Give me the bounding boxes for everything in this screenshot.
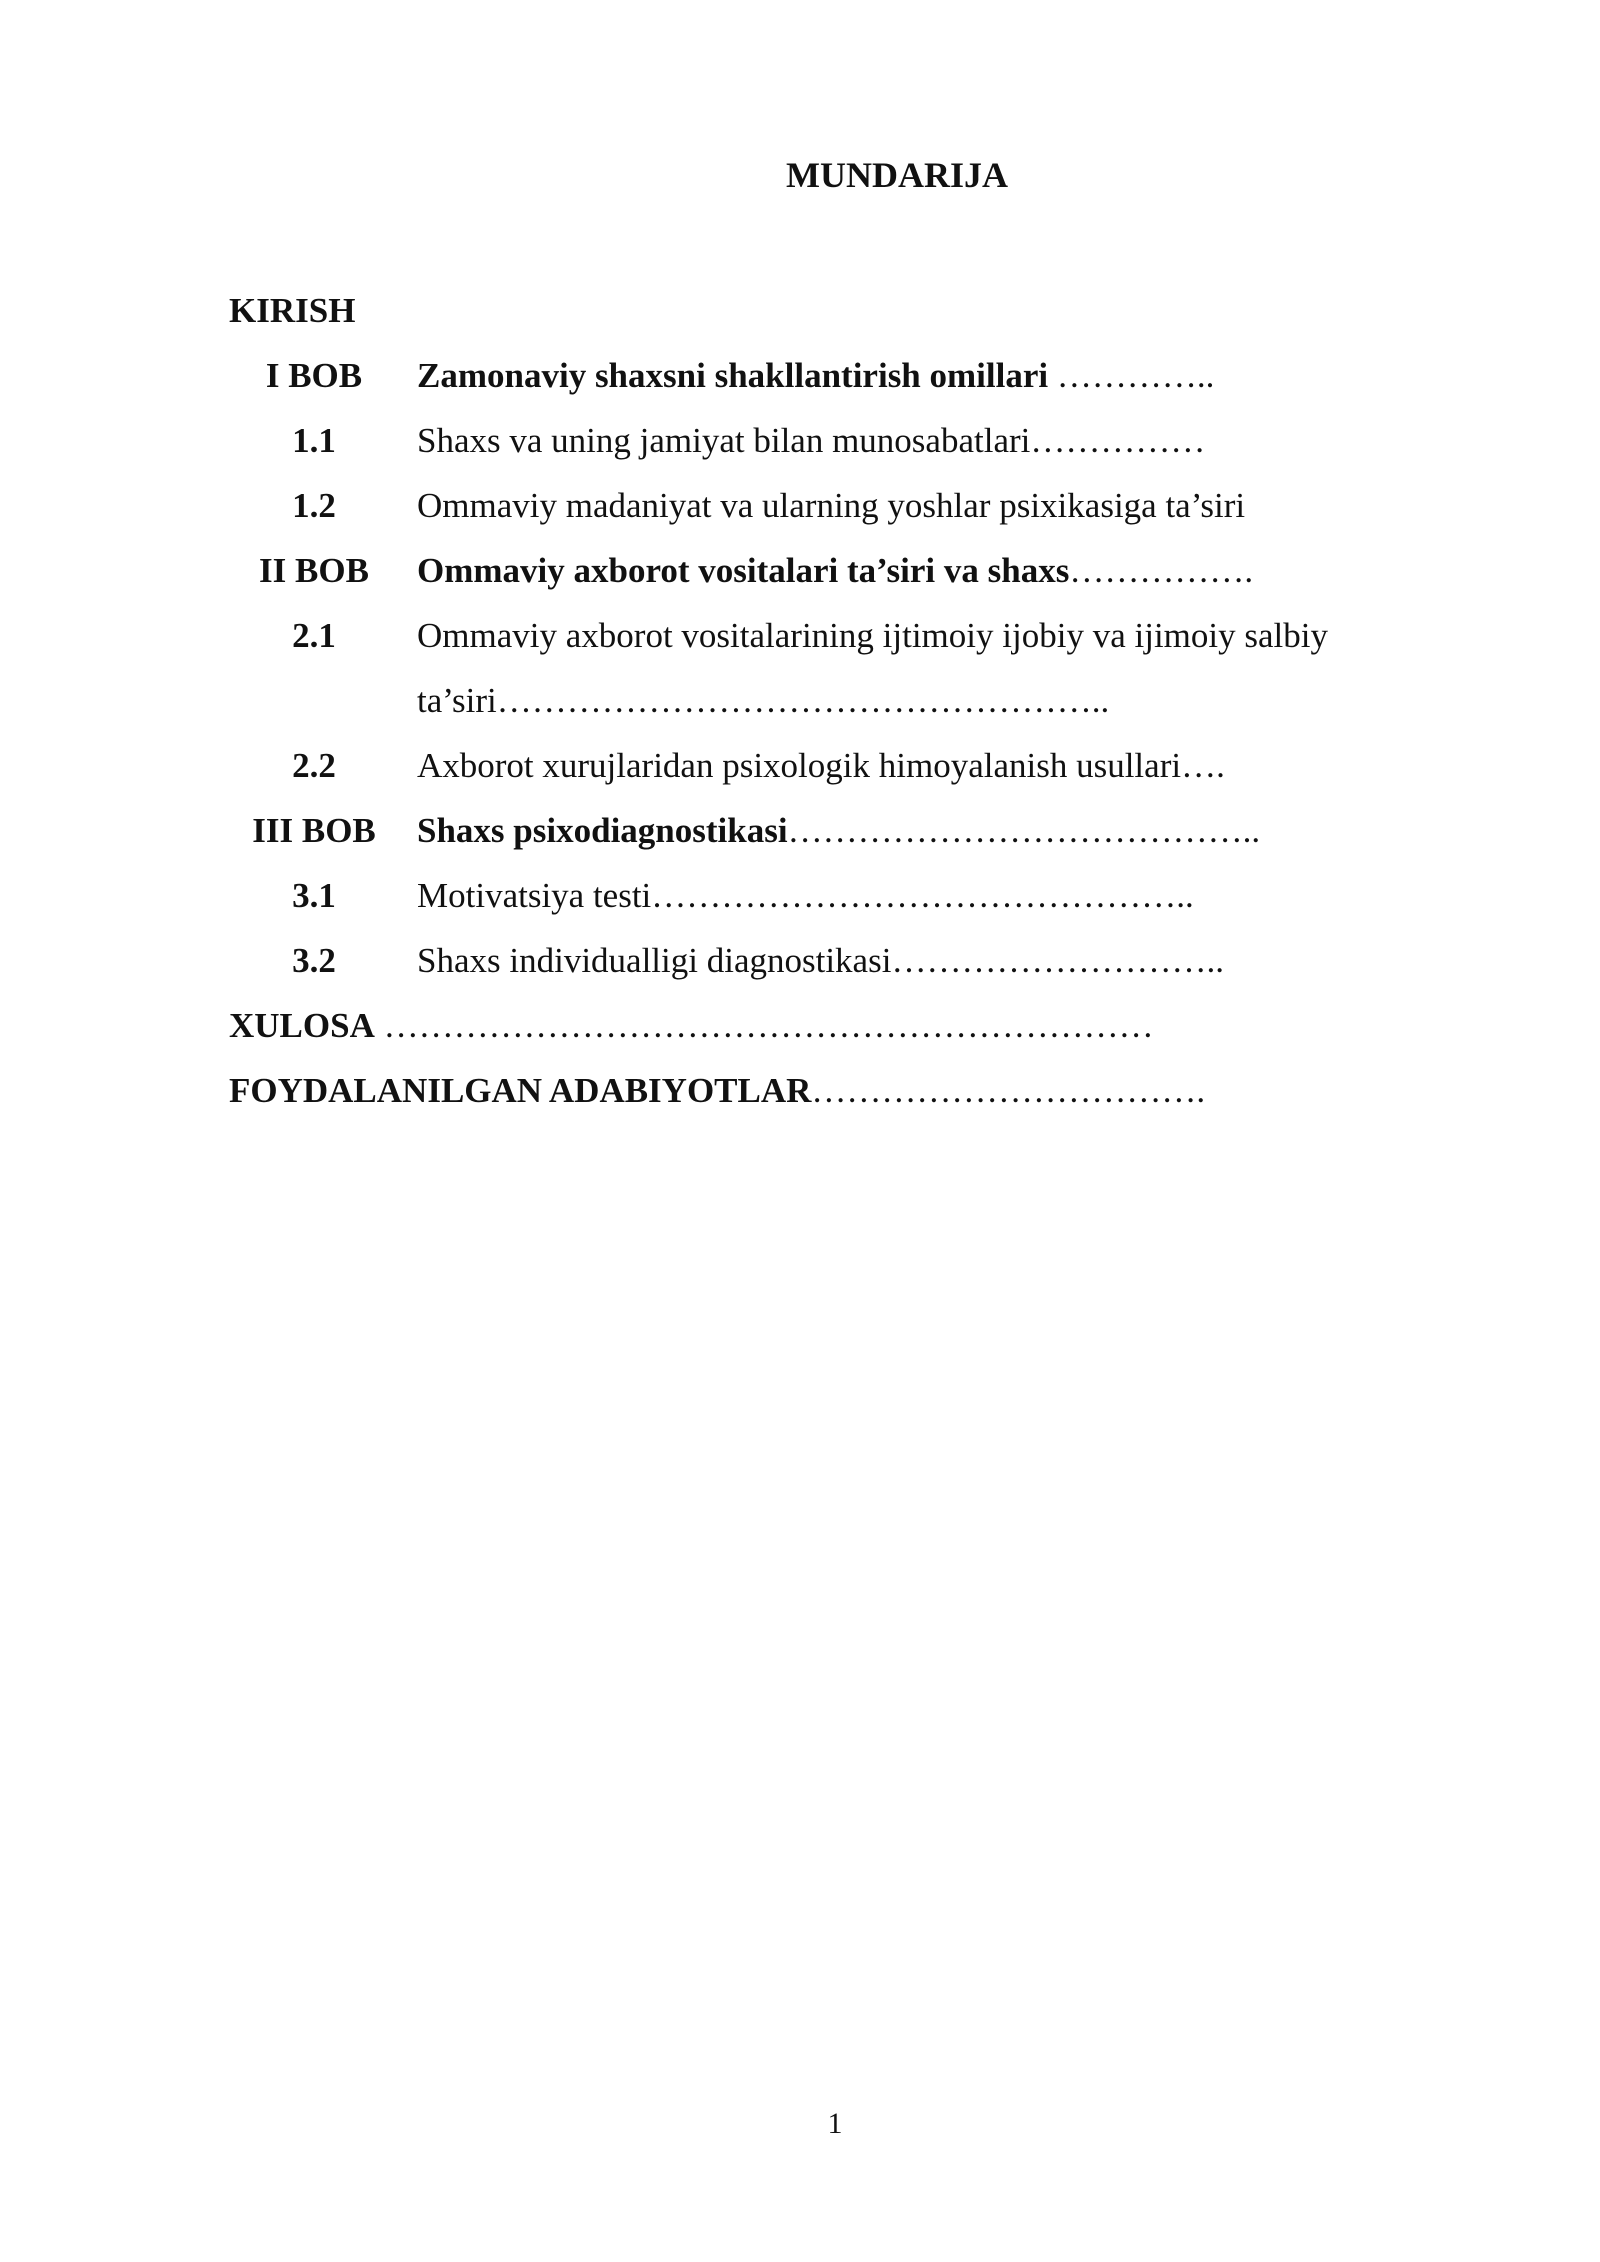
toc-entry-title xyxy=(417,733,1317,798)
toc-entry-title xyxy=(417,798,1317,863)
page-number: 1 xyxy=(827,2107,843,2140)
toc-leader-dots: …………… xyxy=(1030,421,1206,460)
toc-entry-section-2-2[interactable] xyxy=(229,733,1329,798)
toc-entry-title xyxy=(417,928,1317,993)
toc-entry-title-text: Motivatsiya testi xyxy=(417,876,652,915)
toc-leader-dots: ………………………………….. xyxy=(787,811,1261,850)
toc-adabiyotlar-label: FOYDALANILGAN ADABIYOTLAR xyxy=(229,1071,812,1110)
toc-entry-title-text: Zamonaviy shaxsni shakllantirish omillari xyxy=(417,356,1049,395)
toc-entry-number: 3.2 xyxy=(292,941,336,980)
toc-entry-section-1-2[interactable] xyxy=(229,473,1329,538)
toc-leader-dots: ………….. xyxy=(1048,356,1215,395)
toc-kirish-label: KIRISH xyxy=(229,291,356,330)
toc-leader-dots: ……………………………………….. xyxy=(651,876,1194,915)
toc-entry-chapter-3[interactable] xyxy=(229,798,1329,863)
toc-entry-adabiyotlar[interactable] xyxy=(229,1058,1329,1123)
toc-entry-title-text: Shaxs individualligi diagnostikasi xyxy=(417,941,892,980)
toc-leader-dots: ………………………………………………………… xyxy=(374,1006,1154,1045)
toc-entry-number: III BOB xyxy=(252,811,376,850)
toc-leader-dots: ……………………………. xyxy=(811,1071,1206,1110)
toc-entry-title xyxy=(417,538,1317,603)
toc-entry-chapter-2[interactable] xyxy=(229,538,1329,603)
toc-xulosa-title xyxy=(229,993,1154,1058)
toc-entry-title-text: Axborot xurujlaridan psixologik himoyalanish usullari xyxy=(417,746,1182,785)
toc-entry-number: 1.2 xyxy=(292,486,336,525)
toc-entry-number: 1.1 xyxy=(292,421,336,460)
toc-entry-title-text: Ommaviy axborot vositalari ta’siri va shaxs xyxy=(417,551,1070,590)
toc-entry-number: II BOB xyxy=(259,551,369,590)
toc-entry-title-text: Ommaviy madaniyat va ularning yoshlar psixikasiga ta’siri xyxy=(417,486,1246,525)
toc-entry-title xyxy=(417,408,1317,473)
toc-entry-number: 3.1 xyxy=(292,876,336,915)
toc-entry-title-text: Ommaviy axborot vositalarining ijtimoiy ijobiy va ijimoiy salbiy ta’siri xyxy=(417,616,1328,720)
toc-entry-title xyxy=(417,603,1328,733)
toc-entry-title xyxy=(417,863,1317,928)
toc-entry-title xyxy=(417,343,1317,408)
toc-entry-section-2-1[interactable] xyxy=(229,603,1329,733)
toc-xulosa-label: XULOSA xyxy=(229,1006,375,1045)
toc-entry-kirish[interactable] xyxy=(229,278,1329,343)
toc-leader-dots: ……………………….. xyxy=(891,941,1224,980)
toc-leader-dots: …. xyxy=(1181,746,1225,785)
toc-entry-section-3-2[interactable] xyxy=(229,928,1329,993)
toc-entry-section-1-1[interactable] xyxy=(229,408,1329,473)
toc-entry-number: 2.2 xyxy=(292,746,336,785)
page-title: MUNDARIJA xyxy=(786,155,1008,195)
toc-entry-title-text: Shaxs va uning jamiyat bilan munosabatlari xyxy=(417,421,1031,460)
toc-adabiyotlar-title xyxy=(229,1058,1205,1123)
toc-entry-chapter-1[interactable] xyxy=(229,343,1329,408)
toc-entry-xulosa[interactable] xyxy=(229,993,1329,1058)
table-of-contents xyxy=(229,278,1329,1123)
toc-leader-dots: …………………………………………….. xyxy=(496,681,1110,720)
toc-entry-section-3-1[interactable] xyxy=(229,863,1329,928)
toc-entry-number: 2.1 xyxy=(292,616,336,655)
toc-entry-title xyxy=(417,473,1317,538)
toc-leader-dots: ……………. xyxy=(1069,551,1254,590)
toc-entry-number: I BOB xyxy=(265,356,363,395)
toc-entry-title-text: Shaxs psixodiagnostikasi xyxy=(417,811,788,850)
